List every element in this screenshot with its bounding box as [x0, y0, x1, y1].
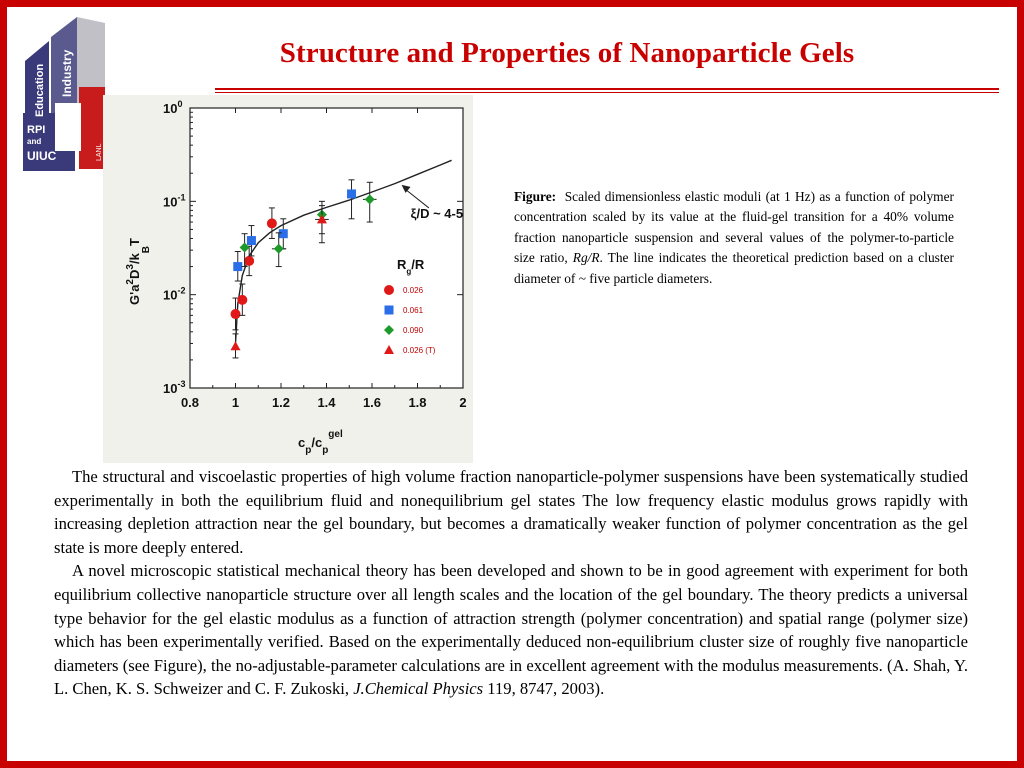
chart-svg [103, 95, 473, 463]
data-point [244, 256, 254, 266]
svg-text:Education: Education [34, 63, 46, 117]
legend-marker [385, 306, 394, 315]
x-tick-label: 2 [459, 395, 467, 410]
svg-text:UIUC: UIUC [27, 149, 57, 163]
data-point [279, 229, 288, 238]
figure-caption [514, 187, 954, 289]
body-paragraph-2-text: A novel microscopic statistical mechanical theory has been developed and shown to be in good agreement with experiment for both equilibrium collective nanoparticle structure over all length scales and the location of the gel boundary. The theory predicts a universal type behavior for the gel elastic modulus as a function of attraction strength (polymer concentration) and spatial range (polymer size) which has been experimentally verified. Based on the experimentally deduced non-equilibrium cluster size of roughly five nanoparticle diameters (see Figure), the no-adjustable-parameter calculations are in excellent agreement with the modulus measurements. (A. Shah, Y. L. Chen, K. S. Schweizer and C. F. Zukoski, [54, 561, 968, 699]
data-point [233, 262, 242, 271]
legend-marker [384, 285, 394, 295]
legend-label: 0.061 [403, 306, 424, 315]
y-tick-label: $10^0$ [163, 99, 183, 116]
caption-label: Figure: [514, 189, 557, 204]
slide-title: Structure and Properties of Nanoparticle Gels [279, 37, 855, 69]
slide-canvas [7, 7, 1017, 761]
legend-label: 0.026 [403, 286, 424, 295]
svg-text:LANL: LANL [96, 143, 103, 161]
legend-label: 0.026 (T) [403, 346, 436, 355]
caption-text-2: . The line indicates the theoretical prediction based on a cluster diameter of ~ five particle diameters. [514, 250, 954, 286]
citation-end: 119, 8747, 2003). [487, 679, 605, 699]
data-point [347, 189, 356, 198]
y-tick-label: $10^{-2}$ [163, 285, 186, 303]
x-tick-label: 1.8 [408, 395, 427, 410]
data-point [231, 309, 241, 319]
y-tick-label: $10^{-1}$ [163, 192, 186, 210]
y-axis-label: $G'a^2D^3/k_BT$ [125, 238, 152, 305]
data-point [267, 218, 277, 228]
body-paragraph-1: The structural and viscoelastic properties of high volume fraction nanoparticle-polymer suspensions have been systematically studied experimentally in both the equilibrium fluid and nonequilibrium gel states The low frequency elastic modulus grows rapidly with increasing depletion attraction near the gel boundary, but becomes a dramatically weaker function of polymer concentration as the gel state is more deeply entered. [54, 467, 968, 557]
svg-text:RPI: RPI [27, 124, 46, 136]
figure-chart [103, 95, 473, 463]
y-tick-label: $10^{-3}$ [163, 379, 186, 396]
x-tick-label: 1.6 [362, 395, 382, 410]
data-point [247, 236, 256, 245]
body-paragraph-2 [54, 559, 968, 701]
x-tick-label: 1.4 [317, 395, 336, 410]
legend-label: 0.090 [403, 326, 424, 335]
journal-name: J.Chemical Physics [353, 679, 484, 699]
body-text [54, 465, 968, 701]
caption-symbol: Rg/R [572, 250, 600, 266]
svg-text:Industry: Industry [60, 49, 74, 97]
x-tick-label: 0.8 [180, 395, 200, 410]
title-rule-top [215, 88, 999, 90]
legend-title: $R_g/R$ [397, 257, 425, 276]
annotation-label: ξ/D ~ 4-5 [410, 206, 464, 222]
data-point [237, 295, 247, 305]
x-axis-label: $c_p/c_p^{gel}$ [298, 429, 343, 456]
svg-text:and: and [27, 137, 42, 146]
caption-text-1: Scaled dimensionless elastic moduli (at 1 Hz) as a function of polymer concentration scaled by its value at the fluid-gel transition for a 40% volume fraction nanoparticle suspension and several values of the polymer-to-particle size ratio, [514, 189, 954, 266]
x-tick-label: 1 [231, 395, 240, 410]
title-rule-bottom [215, 92, 999, 93]
x-tick-label: 1.2 [271, 395, 291, 410]
